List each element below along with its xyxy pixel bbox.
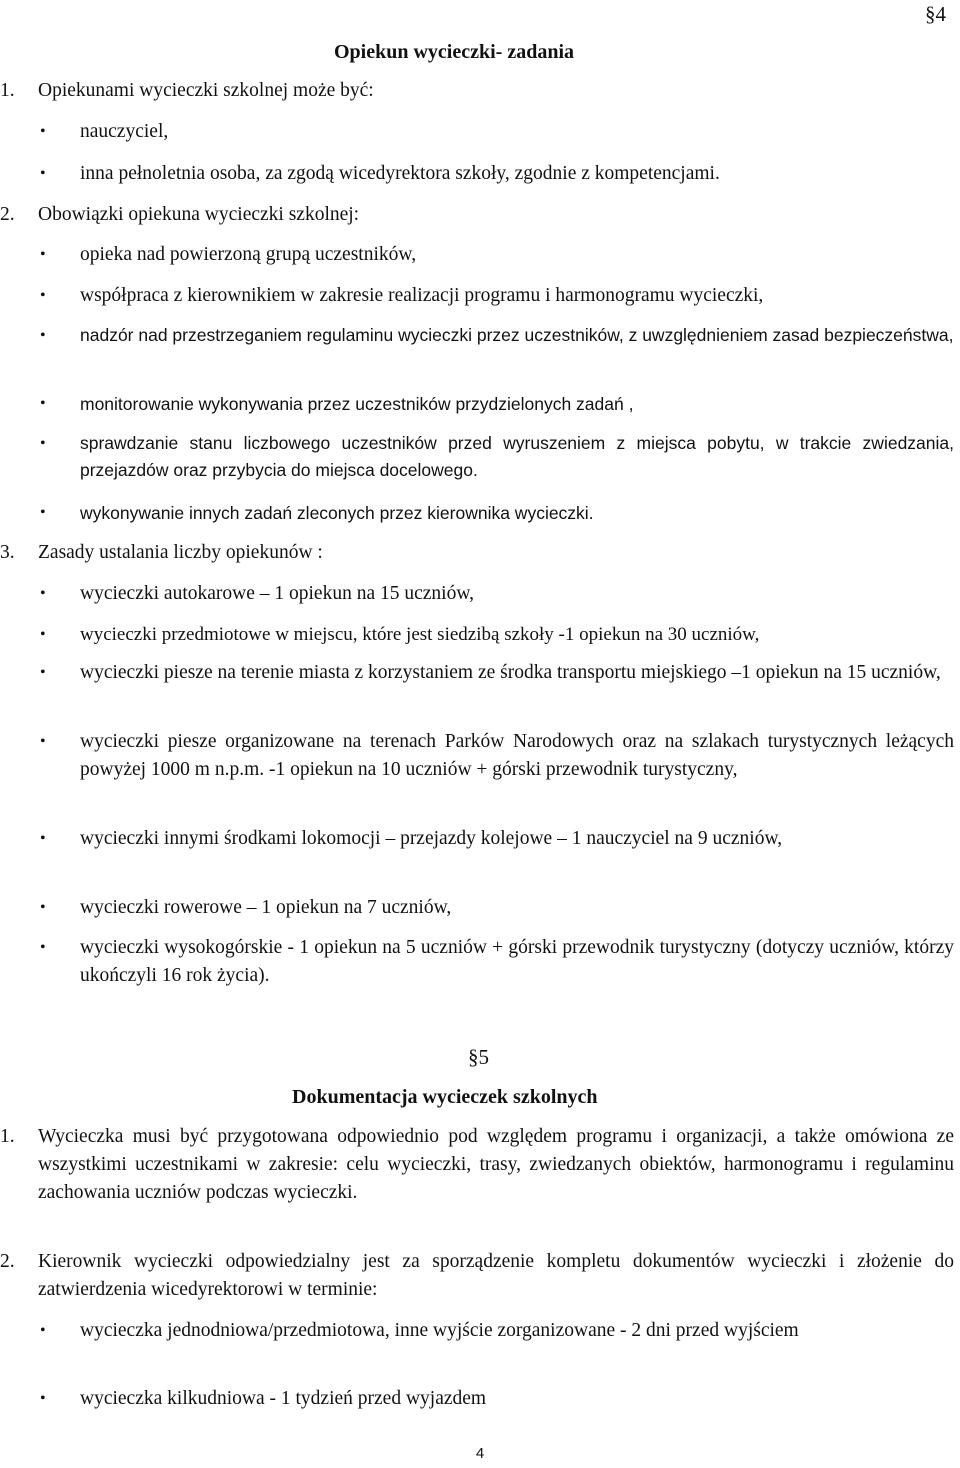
list-item	[0, 322, 960, 382]
section-heading-4: Opiekun wycieczki- zadania	[334, 41, 575, 63]
bullet-icon: •	[40, 664, 46, 681]
paragraph-text: Obowiązki opiekuna wycieczki szkolnej:	[38, 204, 360, 225]
bullet-icon: •	[40, 123, 46, 140]
bullet-icon: •	[40, 733, 46, 750]
bullet-icon: •	[40, 1390, 46, 1407]
list-item-text: wykonywanie innych zadań zleconych przez kierownika wycieczki.	[80, 503, 594, 523]
list-item-text: nauczyciel,	[80, 121, 169, 142]
list-item	[0, 825, 960, 885]
list-item-text: wycieczki rowerowe – 1 opiekun na 7 uczniów,	[80, 897, 452, 918]
paragraph-number: 3.	[0, 542, 15, 563]
bullet-icon: •	[40, 435, 46, 452]
list-item	[0, 621, 960, 651]
bullet-icon: •	[40, 395, 46, 412]
list-item-text: wycieczka jednodniowa/przedmiotowa, inne wyjście zorganizowane - 2 dni przed wyjściem	[80, 1320, 799, 1341]
paragraph-text: Opiekunami wycieczki szkolnej może być:	[38, 80, 374, 101]
bullet-icon: •	[40, 830, 46, 847]
list-item	[0, 1317, 960, 1377]
bullet-icon: •	[40, 585, 46, 602]
paragraph-text: Zasady ustalania liczby opiekunów :	[38, 542, 323, 563]
bullet-icon: •	[40, 165, 46, 182]
section-mark-5: §5	[468, 1045, 489, 1069]
list-item-text: monitorowanie wykonywania przez uczestników przydzielonych zadań ,	[80, 394, 634, 414]
list-item-text: wycieczki przedmiotowe w miejscu, które jest siedzibą szkoły -1 opiekun na 30 uczniów,	[80, 624, 760, 645]
list-item	[0, 580, 960, 610]
list-item	[0, 118, 960, 148]
list-item-text: wycieczka kilkudniowa - 1 tydzień przed wyjazdem	[80, 1388, 487, 1409]
list-item-text: sprawdzanie stanu liczbowego uczestników przed wyruszeniem z miejsca pobytu, w trakcie zwiedzania, przejazdów oraz przybycia do miejsca docelowego.	[80, 433, 954, 480]
list-item-text: współpraca z kierownikiem w zakresie realizacji programu i harmonogramu wycieczki,	[80, 285, 764, 306]
list-item	[0, 934, 960, 994]
list-item-text: nadzór nad przestrzeganiem regulaminu wycieczki przez uczestników, z uwzględnieniem zasad bezpieczeństwa,	[80, 325, 954, 345]
list-item-text: inna pełnoletnia osoba, za zgodą wicedyrektora szkoły, zgodnie z kompetencjami.	[80, 163, 720, 184]
paragraph-number: 2.	[0, 204, 15, 225]
paragraph-number: 1.	[0, 1126, 15, 1147]
paragraph-4-2	[0, 201, 960, 231]
list-item-text: wycieczki autokarowe – 1 opiekun na 15 uczniów,	[80, 583, 475, 604]
section-mark-4: §4	[925, 2, 946, 26]
list-item-text: wycieczki piesze na terenie miasta z korzystaniem ze środka transportu miejskiego –1 opiekun na 15 uczniów,	[80, 662, 941, 683]
list-item	[0, 160, 960, 190]
bullet-icon: •	[40, 246, 46, 263]
list-item-text: wycieczki piesze organizowane na terenach Parków Narodowych oraz na szlakach turystycznych leżących powyżej 1000 m n.p.m. -1 opiekun na 10 uczniów + górski przewodnik turystyczny,	[80, 731, 954, 780]
paragraph-number: 1.	[0, 80, 15, 101]
page-number: 4	[475, 1445, 485, 1462]
bullet-icon: •	[40, 626, 46, 643]
paragraph-text: Kierownik wycieczki odpowiedzialny jest za sporządzenie kompletu dokumentów wycieczki i złożenie do zatwierdzenia wicedyrektorowi w terminie:	[38, 1251, 954, 1300]
list-item	[0, 282, 960, 312]
paragraph-4-3	[0, 539, 960, 569]
bullet-icon: •	[40, 939, 46, 956]
list-item-text: opieka nad powierzoną grupą uczestników,	[80, 244, 417, 265]
bullet-icon: •	[40, 287, 46, 304]
list-item	[0, 499, 960, 529]
bullet-icon: •	[40, 504, 46, 521]
paragraph-5-2	[0, 1248, 960, 1308]
list-item	[0, 1385, 960, 1415]
paragraph-number: 2.	[0, 1251, 15, 1272]
list-item	[0, 241, 960, 271]
bullet-icon: •	[40, 899, 46, 916]
bullet-icon: •	[40, 327, 46, 344]
list-item	[0, 430, 960, 490]
list-item	[0, 728, 960, 816]
list-item-text: wycieczki wysokogórskie - 1 opiekun na 5 uczniów + górski przewodnik turystyczny (dotyczy uczniów, którzy ukończyli 16 rok życia).	[80, 937, 954, 986]
list-item	[0, 894, 960, 924]
paragraph-5-1	[0, 1123, 960, 1239]
section-heading-5: Dokumentacja wycieczek szkolnych	[292, 1086, 598, 1108]
list-item-text: wycieczki innymi środkami lokomocji – przejazdy kolejowe – 1 nauczyciel na 9 uczniów,	[80, 828, 783, 849]
list-item	[0, 659, 960, 719]
paragraph-text: Wycieczka musi być przygotowana odpowiednio pod względem programu i organizacji, a także omówiona ze wszystkimi uczestnikami w zakresie: celu wycieczki, trasy, zwiedzanych obiektów, harmonogramu i regulaminu zachowania uczniów podczas wycieczki.	[38, 1126, 954, 1203]
bullet-icon: •	[40, 1322, 46, 1339]
paragraph-4-1	[0, 77, 960, 107]
list-item	[0, 390, 960, 420]
